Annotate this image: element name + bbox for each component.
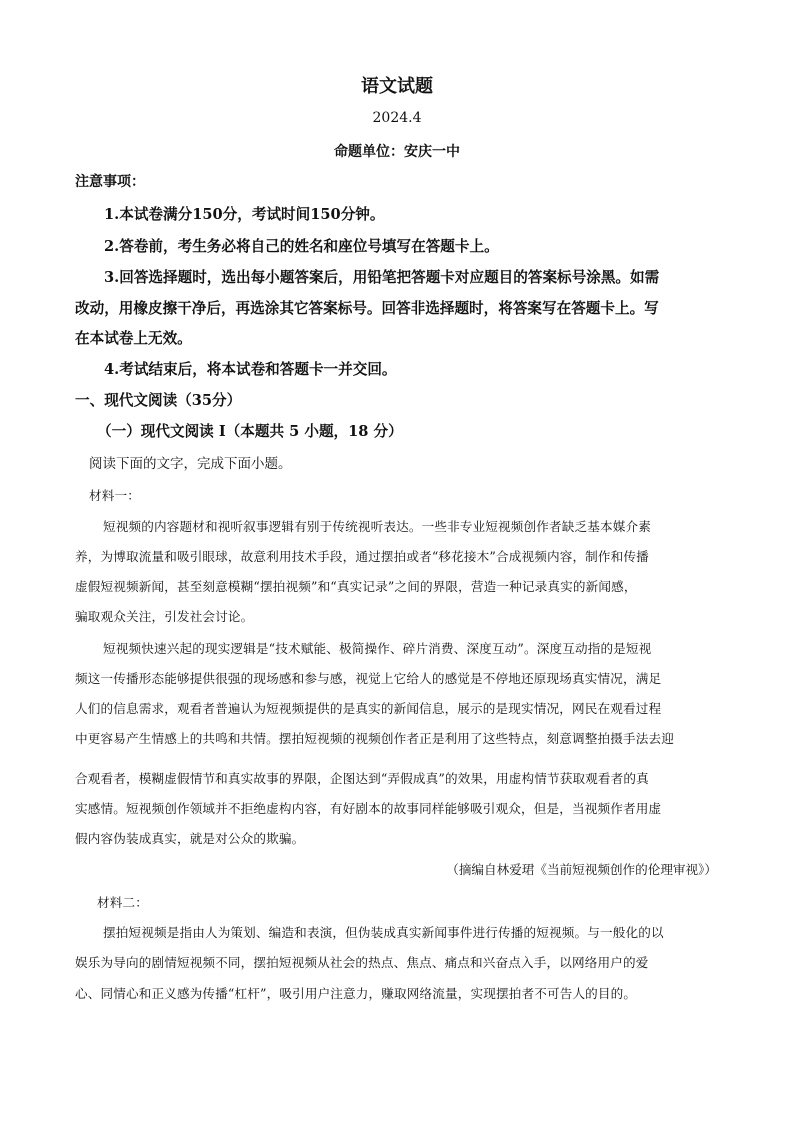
material-1-p2-line: 实感情。短视频创作领域并不拒绝虚构内容，有好剧本的故事同样能够吸引观众，但是，当视频作者用虚 — [75, 801, 662, 816]
notice-item-3-end: 在本试卷上无效。 — [75, 330, 192, 347]
section-heading: 一、现代文阅读（35分） — [75, 392, 242, 409]
material-1-p1-line: 虚假短视频新闻，甚至刻意模糊“摆拍视频”和“真实记录”之间的界限，营造一种记录真实的新闻感， — [75, 579, 637, 594]
material-1-p2-line: 频这一传播形态能够提供很强的现场感和参与感，视觉上它给人的感觉是不停地还原现场真实情况，满足 — [75, 671, 662, 686]
material-2-p1-line: 心、同情心和正义感为传播“杠杆”，吸引用户注意力，赚取网络流量，实现摆拍者不可告人的目的。 — [75, 986, 637, 1001]
material-1-p1-line: 骗取观众关注，引发社会讨论。 — [75, 609, 254, 624]
material-2-p1-line: 摆拍短视频是指由人为策划、编造和表演，但伪装成真实新闻事件进行传播的短视频。与一般化的以 — [103, 925, 664, 940]
notice-item-3: 3.回答选择题时，选出每小题答案后，用铅笔把答题卡对应题目的答案标号涂黑。如需 — [104, 269, 660, 286]
notice-item-2: 2.答卷前，考生务必将自己的姓名和座位号填写在答题卡上。 — [104, 238, 499, 255]
page-title: 语文试题 — [361, 76, 433, 97]
exam-date: 2024.4 — [372, 110, 422, 126]
material-1-p2-line: 假内容伪装成真实，就是对公众的欺骗。 — [75, 831, 305, 846]
material-1-source: （摘编自林爱珺《当前短视频创作的伦理审视》） — [446, 862, 717, 877]
material-1-p2-line: 短视频快速兴起的现实逻辑是“技术赋能、极简操作、碎片消费、深度互动”。深度互动指的是短视 — [103, 641, 652, 656]
material-2-label: 材料二： — [97, 895, 148, 910]
author-unit: 命题单位：安庆一中 — [334, 144, 460, 160]
material-1-p2-line: 中更容易产生情感上的共鸣和共情。摆拍短视频的视频创作者正是利用了这些特点，刻意调整拍摄手法去迎 — [75, 731, 674, 746]
material-1-p2-line: 人们的信息需求，观看者普遍认为短视频提供的是真实的新闻信息，展示的是现实情况，网民在观看过程 — [75, 701, 662, 716]
notice-item-4: 4.考试结束后，将本试卷和答题卡一并交回。 — [104, 361, 397, 378]
material-1-p1-line: 短视频的内容题材和视听叙事逻辑有别于传统视听表达。一些非专业短视频创作者缺乏基本媒介素 — [103, 519, 651, 534]
material-1-p1-line: 养，为博取流量和吸引眼球，故意利用技术手段，通过摆拍或者“移花接木”合成视频内容，制作和传播 — [75, 549, 649, 564]
notice-heading: 注意事项： — [75, 174, 145, 190]
material-2-p1-line: 娱乐为导向的剧情短视频不同，摆拍短视频从社会的热点、焦点、痛点和兴奋点入手，以网络用户的爱 — [75, 955, 649, 970]
reading-instruction: 阅读下面的文字，完成下面小题。 — [89, 456, 292, 472]
notice-item-3-cont: 改动，用橡皮擦干净后，再选涂其它答案标号。回答非选择题时，将答案写在答题卡上。写 — [75, 300, 659, 317]
notice-item-1: 1.本试卷满分150分，考试时间150分钟。 — [104, 206, 385, 223]
subsection-heading: （一）现代文阅读 I（本题共 5 小题，18 分） — [97, 423, 403, 440]
material-1-label: 材料一： — [89, 488, 140, 503]
material-1-p2-line: 合观看者，模糊虚假情节和真实故事的界限，企图达到“弄假成真”的效果，用虚构情节获取观看者的真 — [75, 771, 649, 786]
